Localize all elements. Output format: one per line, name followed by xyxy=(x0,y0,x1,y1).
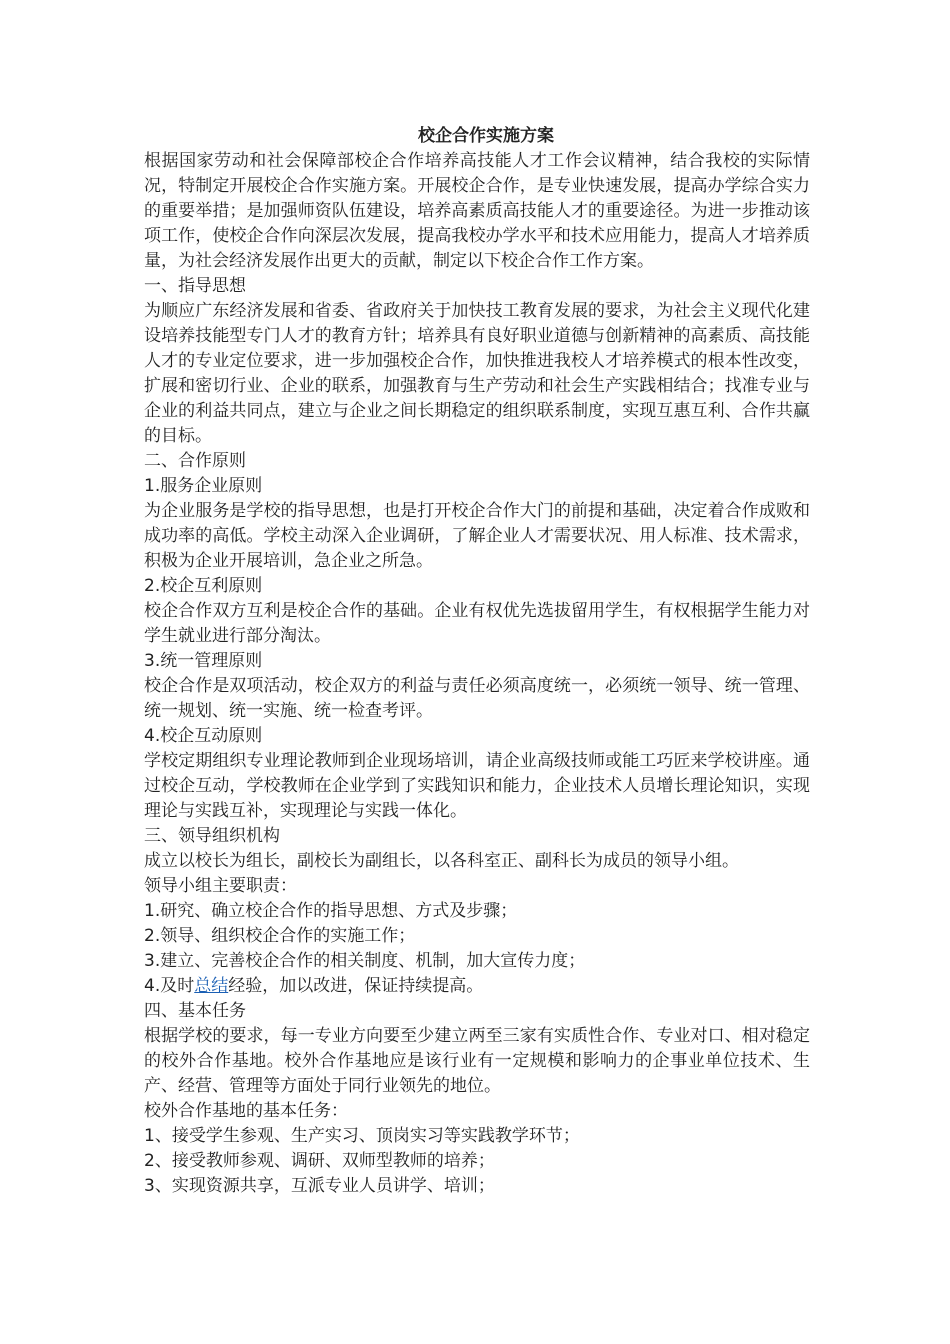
duty-item-4 xyxy=(144,974,810,999)
basic-tasks-paragraph: 根据学校的要求，每一专业方向要至少建立两至三家有实质性合作、专业对口、相对稳定的校外合作基地。校外合作基地应是该行业有一定规模和影响力的企事业单位技术、生产、经营、管理等方面处于同行业领先的地位。 xyxy=(144,1026,810,1096)
duties-label: 领导小组主要职责： xyxy=(144,876,297,896)
principle-heading-unified-management: 3.统一管理原则 xyxy=(144,651,263,671)
document-title: 校企合作实施方案 xyxy=(418,126,554,146)
duty-item-4-prefix: 4.及时 xyxy=(144,976,195,996)
duty-item-2: 2.领导、组织校企合作的实施工作； xyxy=(144,926,416,946)
section-heading-guiding-ideology: 一、指导思想 xyxy=(144,276,246,296)
principle-text-interaction: 学校定期组织专业理论教师到企业现场培训，请企业高级技师或能工巧匠来学校讲座。通过校企互动，学校教师在企业学到了实践知识和能力，企业技术人员增长理论知识，实现理论与实践互补，实现理论与实践一体化。 xyxy=(144,751,810,821)
section-heading-cooperation-principles: 二、合作原则 xyxy=(144,451,246,471)
duty-item-4-suffix: 经验，加以改进，保证持续提高。 xyxy=(228,976,484,996)
task-item-1: 1、接受学生参观、生产实习、顶岗实习等实践教学环节； xyxy=(144,1126,580,1146)
section-heading-basic-tasks: 四、基本任务 xyxy=(144,1001,246,1021)
document-body xyxy=(144,124,810,1199)
summary-link[interactable]: 总结 xyxy=(194,976,229,996)
tasks-label: 校外合作基地的基本任务： xyxy=(144,1101,348,1121)
principle-heading-serve-enterprise: 1.服务企业原则 xyxy=(144,476,263,496)
task-item-3: 3、实现资源共享，互派专业人员讲学、培训； xyxy=(144,1176,495,1196)
guiding-ideology-paragraph: 为顺应广东经济发展和省委、省政府关于加快技工教育发展的要求，为社会主义现代化建设培养技能型专门人才的教育方针；培养具有良好职业道德与创新精神的高素质、高技能人才的专业定位要求，进一步加强校企合作，加快推进我校人才培养模式的根本性改变，扩展和密切行业、企业的联系，加强教育与生产劳动和社会生产实践相结合；找准专业与企业的利益共同点，建立与企业之间长期稳定的组织联系制度，实现互惠互利、合作共赢的目标。 xyxy=(144,301,810,446)
principle-heading-interaction: 4.校企互动原则 xyxy=(144,726,263,746)
leadership-paragraph: 成立以校长为组长，副校长为副组长，以各科室正、副科长为成员的领导小组。 xyxy=(144,851,739,871)
principle-text-mutual-benefit: 校企合作双方互利是校企合作的基础。企业有权优先选拔留用学生，有权根据学生能力对学生就业进行部分淘汰。 xyxy=(144,601,810,646)
principle-text-serve-enterprise: 为企业服务是学校的指导思想，也是打开校企合作大门的前提和基础，决定着合作成败和成功率的高低。学校主动深入企业调研，了解企业人才需要状况、用人标准、技术需求，积极为企业开展培训，急企业之所急。 xyxy=(144,501,810,571)
section-heading-leadership: 三、领导组织机构 xyxy=(144,826,280,846)
duty-item-1: 1.研究、确立校企合作的指导思想、方式及步骤； xyxy=(144,901,518,921)
intro-paragraph: 根据国家劳动和社会保障部校企合作培养高技能人才工作会议精神，结合我校的实际情况，特制定开展校企合作实施方案。开展校企合作，是专业快速发展，提高办学综合实力的重要举措；是加强师资队伍建设，培养高素质高技能人才的重要途径。为进一步推动该项工作，使校企合作向深层次发展，提高我校办学水平和技术应用能力，提高人才培养质量，为社会经济发展作出更大的贡献，制定以下校企合作工作方案。 xyxy=(144,151,810,271)
duty-item-3: 3.建立、完善校企合作的相关制度、机制，加大宣传力度； xyxy=(144,951,586,971)
task-item-2: 2、接受教师参观、调研、双师型教师的培养； xyxy=(144,1151,495,1171)
principle-heading-mutual-benefit: 2.校企互利原则 xyxy=(144,576,263,596)
principle-text-unified-management: 校企合作是双项活动，校企双方的利益与责任必须高度统一，必须统一领导、统一管理、统一规划、统一实施、统一检查考评。 xyxy=(144,676,810,721)
